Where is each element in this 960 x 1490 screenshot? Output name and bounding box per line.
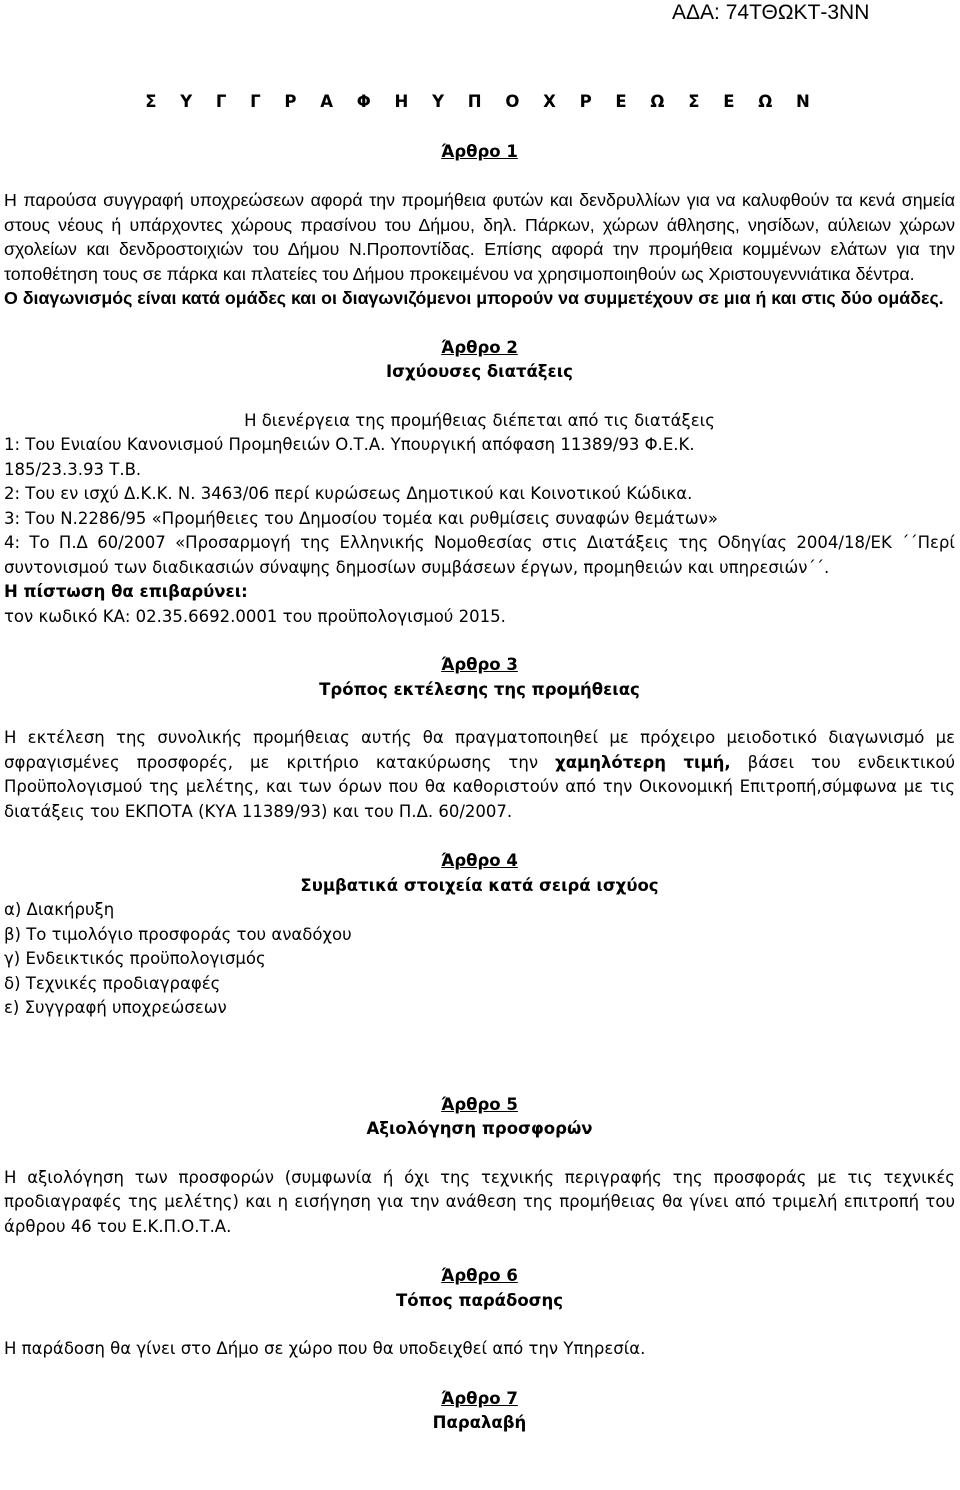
article-2 <box>4 336 955 630</box>
list-item: α) Διακήρυξη <box>4 900 115 919</box>
article-3-subheading: Τρόπος εκτέλεσης της προμήθειας <box>319 679 640 699</box>
article-3 <box>4 653 955 824</box>
article-7-heading: Άρθρο 7 <box>441 1388 518 1408</box>
article-1 <box>4 140 955 311</box>
ada-code: ΑΔΑ: 74ΤΘΩΚΤ-3ΝΝ <box>672 1 870 24</box>
article-1-groups-note: Ο διαγωνισμός είναι κατά ομάδες και οι διαγωνιζόμενοι μπορούν να συμμετέχουν σε μια ή και στις δύο ομάδες. <box>4 288 944 308</box>
list-item: γ) Ενδεικτικός προϋπολογισμός <box>4 949 266 968</box>
document-body <box>4 90 955 1436</box>
article-5-heading: Άρθρο 5 <box>441 1094 518 1114</box>
article-3-heading: Άρθρο 3 <box>441 655 518 674</box>
article-2-intro: Η διενέργεια της προμήθειας διέπεται από τις διατάξεις <box>244 410 715 430</box>
article-2-subheading: Ισχύουσες διατάξεις <box>386 362 573 381</box>
article-2-provision-1-cont: 185/23.3.93 Τ.Β. <box>4 459 142 479</box>
article-4 <box>4 849 955 1021</box>
article-2-provision-3: 3: Του Ν.2286/95 «Προμήθειες του Δημοσίου τομέα και ρυθμίσεις συναφών θεμάτων» <box>4 508 718 528</box>
article-3-text-a: Η εκτέλεση της συνολικής προμήθειας αυτής θα πραγματοποιηθεί με πρόχειρο μειοδοτικό διαγωνισμό με σφραγισμένες προσφορές, με κριτήριο κατακύρωσης την <box>4 728 955 772</box>
article-2-provision-1: 1: Του Ενιαίου Κανονισμού Προμηθειών Ο.Τ.Α. Υπουργική απόφαση 11389/93 Φ.Ε.Κ. <box>4 435 695 454</box>
list-item: β) Το τιμολόγιο προσφοράς του αναδόχου <box>4 924 352 944</box>
article-2-provision-4: 4: Το Π.Δ 60/2007 «Προσαρμογή της Ελληνικής Νομοθεσίας στις Διατάξεις της Οδηγίας 2004/18/ΕΚ ΄΄Περί συντονισμού των διαδικασιών σύναψης δημοσίων συμβάσεων έργων, προμηθειών και υπηρεσιών΄΄. <box>4 533 955 577</box>
article-2-provision-2: 2: Του εν ισχύ Δ.Κ.Κ. Ν. 3463/06 περί κυρώσεως Δημοτικού και Κοινοτικού Κώδικα. <box>4 484 693 503</box>
article-4-heading: Άρθρο 4 <box>441 851 518 870</box>
article-5-paragraph: Η αξιολόγηση των προσφορών (συμφωνία ή όχι της τεχνικής περιγραφής της προσφοράς με τις τεχνικές προδιαγραφές της μελέτης) και η εισήγηση για την ανάθεση της προμήθειας θα γίνει από τριμελή επιτροπή του άρθρου 46 του Ε.Κ.Π.Ο.Τ.Α. <box>4 1167 955 1236</box>
article-6-paragraph: Η παράδοση θα γίνει στο Δήμο σε χώρο που θα υποδειχθεί από την Υπηρεσία. <box>4 1339 646 1358</box>
article-2-heading: Άρθρο 2 <box>441 337 518 357</box>
article-3-paragraph <box>4 726 955 824</box>
article-4-subheading: Συμβατικά στοιχεία κατά σειρά ισχύος <box>300 875 659 895</box>
article-3-text-b: βάσει του ενδεικτικού Προϋπολογισμού της μελέτης, και των όρων που θα καθοριστούν από την Οικονομική Επιτροπή,σύμφωνα με τις διατάξεις του ΕΚΠΟΤΑ (ΚΥΑ 11389/93) και του Π.Δ. 60/2007. <box>4 752 956 821</box>
article-1-heading: Άρθρο 1 <box>441 141 518 161</box>
article-6-heading: Άρθρο 6 <box>441 1266 518 1285</box>
article-6-subheading: Τόπος παράδοσης <box>395 1290 564 1310</box>
article-5 <box>4 1093 955 1240</box>
article-7-subheading: Παραλαβή <box>432 1413 527 1432</box>
list-item: δ) Τεχνικές προδιαγραφές <box>4 973 221 993</box>
article-5-subheading: Αξιολόγηση προσφορών <box>366 1119 593 1138</box>
article-2-burden-label: Η πίστωση θα επιβαρύνει: <box>4 582 248 601</box>
article-7 <box>4 1387 955 1436</box>
document-title: Σ Υ Γ Γ Ρ Α Φ Η Υ Π Ο Χ Ρ Ε Ω Σ Ε Ω Ν <box>145 92 814 111</box>
article-6 <box>4 1264 955 1362</box>
article-1-paragraph: Η παρούσα συγγραφή υποχρεώσεων αφορά την προμήθεια φυτών και δενδρυλλίων για να καλυφθούν τα κενά σημεία στους νέους ή υπάρχοντες χώρους πρασίνου του Δήμου, δηλ. Πάρκων, χώρων άθλησης, νησίδων, αύλειων χώρων σχολείων και δενδροστοιχιών του Δήμου Ν.Προποντίδας. Επίσης αφορά την προμήθεια κομμένων ελάτων για την τοποθέτηση τους σε πάρκα και πλατείες του Δήμου προκειμένου να χρησιμοποιηθούν ως Χριστουγεννιάτικα δέντρα. <box>4 190 955 284</box>
article-2-burden-value: τον κωδικό ΚΑ: 02.35.6692.0001 του προϋπολογισμού 2015. <box>4 606 506 626</box>
article-3-lowest-price: χαμηλότερη τιμή, <box>555 752 731 772</box>
list-item: ε) Συγγραφή υποχρεώσεων <box>4 998 227 1017</box>
